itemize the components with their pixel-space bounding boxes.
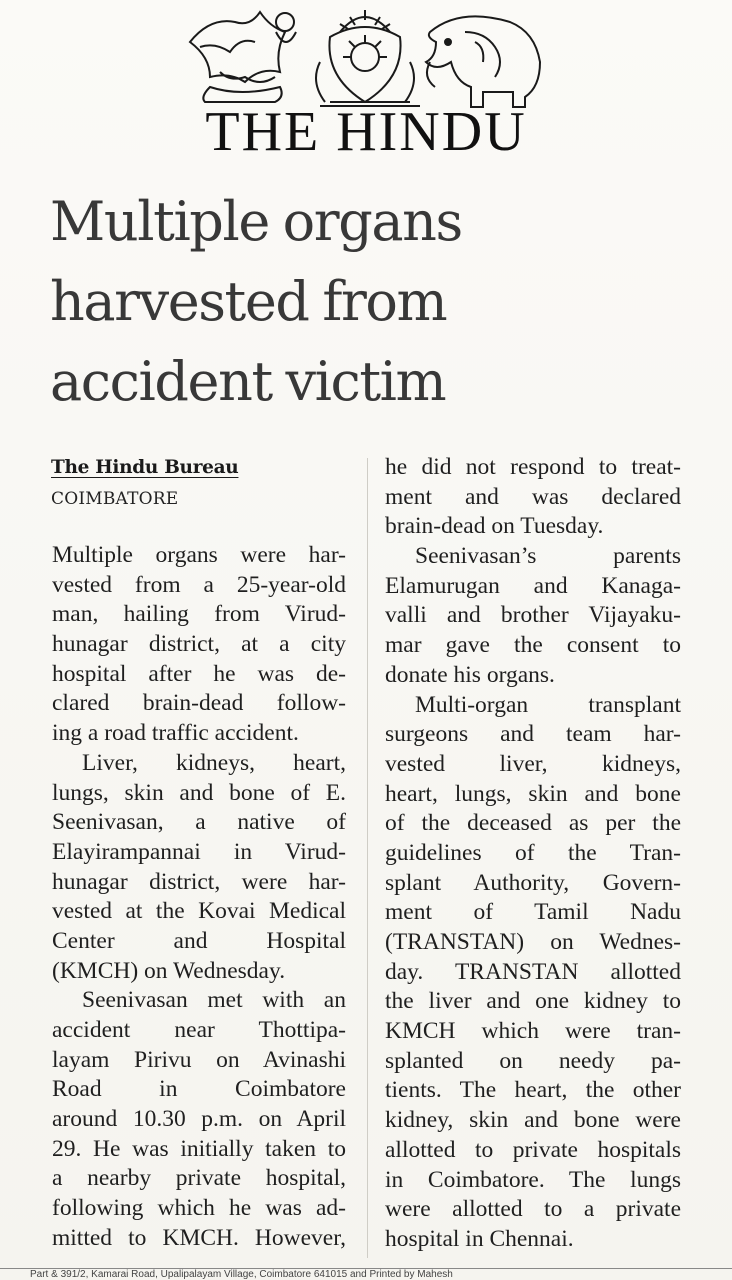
body-line: Multiple organs were har- — [52, 542, 346, 568]
body-line: following which he was ad- — [52, 1195, 346, 1222]
body-line: hunagar district, were har- — [52, 868, 346, 895]
headline-line: harvested from — [50, 270, 447, 333]
body-line: Liver, kidneys, heart, — [82, 749, 346, 776]
body-line: Seenivasan met with an — [82, 987, 346, 1014]
body-line: man, hailing from Virud- — [52, 601, 346, 628]
body-line: mitted to KMCH. However, — [52, 1224, 346, 1251]
body-line: Multi-organ transplant — [415, 691, 681, 718]
body-line: Elamurugan and Kanaga- — [385, 572, 681, 599]
dateline: COIMBATORE — [51, 489, 179, 509]
body-line: allotted to private hospitals — [385, 1136, 681, 1163]
body-line: splanted on needy pa- — [385, 1047, 681, 1074]
body-line: vested from a 25-year-old — [52, 571, 346, 598]
body-line: valli and brother Vijayaku- — [385, 602, 681, 629]
body-line: of the deceased as per the — [385, 810, 681, 837]
body-line: mar gave the consent to — [385, 632, 681, 659]
byline: The Hindu Bureau — [51, 457, 239, 478]
article-headline — [50, 182, 690, 422]
headline-line: accident victim — [50, 350, 446, 413]
article-column-2 — [385, 453, 681, 1255]
body-line: ment and was declared — [385, 483, 681, 510]
body-line: ing a road traffic accident. — [52, 720, 299, 747]
article-column-1 — [52, 541, 346, 1254]
body-line: Elayirampannai in Virud- — [52, 838, 346, 865]
body-line: (KMCH) on Wednesday. — [52, 957, 286, 984]
body-line: Center and Hospital — [52, 927, 346, 954]
body-line: brain-dead on Tuesday. — [385, 513, 604, 540]
body-line: Road in Coimbatore — [52, 1076, 346, 1103]
body-line: heart, lungs, skin and bone — [385, 780, 681, 807]
body-line: surgeons and team har- — [385, 721, 681, 748]
body-line: vested at the Kovai Medical — [52, 898, 346, 925]
body-line: hunagar district, at a city — [52, 631, 346, 658]
body-line: the liver and one kidney to — [385, 988, 681, 1015]
body-line: around 10.30 p.m. on April — [52, 1106, 346, 1133]
column-divider — [367, 458, 368, 1258]
body-line: splant Authority, Govern- — [385, 869, 681, 896]
body-line: accident near Thottipa- — [52, 1017, 346, 1043]
body-line: he did not respond to treat- — [385, 454, 681, 480]
body-line: tients. The heart, the other — [385, 1077, 681, 1104]
body-line: clared brain-dead follow- — [52, 690, 346, 717]
body-line: guidelines of the Tran- — [385, 839, 681, 866]
body-line: donate his organs. — [385, 661, 555, 688]
body-line: a nearby private hospital, — [52, 1165, 346, 1192]
body-line: were allotted to a private — [385, 1196, 681, 1223]
body-line: lungs, skin and bone of E. — [52, 779, 346, 806]
body-line: kidney, skin and bone were — [385, 1107, 681, 1134]
body-line: in Coimbatore. The lungs — [385, 1166, 681, 1193]
body-line: (TRANSTAN) on Wednes- — [385, 929, 681, 955]
body-line: day. TRANSTAN allotted — [385, 958, 681, 985]
masthead-title: THE HINDU — [205, 101, 527, 163]
headline-line: Multiple organs — [50, 190, 462, 253]
body-line: 29. He was initially taken to — [52, 1135, 346, 1162]
body-line: Seenivasan’s parents — [415, 543, 681, 570]
body-line: vested liver, kidneys, — [385, 750, 681, 777]
imprint-footer: Part & 391/2, Kamarai Road, Upalipalayam Village, Coimbatore 641015 and Printed by Mahesh — [0, 1268, 732, 1280]
masthead-emblem-icon — [180, 2, 550, 110]
body-line: layam Pirivu on Avinashi — [52, 1046, 346, 1073]
body-line: Seenivasan, a native of — [52, 809, 346, 836]
body-line: KMCH which were tran- — [385, 1018, 681, 1045]
body-line: hospital in Chennai. — [385, 1225, 574, 1252]
body-line: ment of Tamil Nadu — [385, 899, 681, 926]
body-line: hospital after he was de- — [52, 660, 346, 687]
